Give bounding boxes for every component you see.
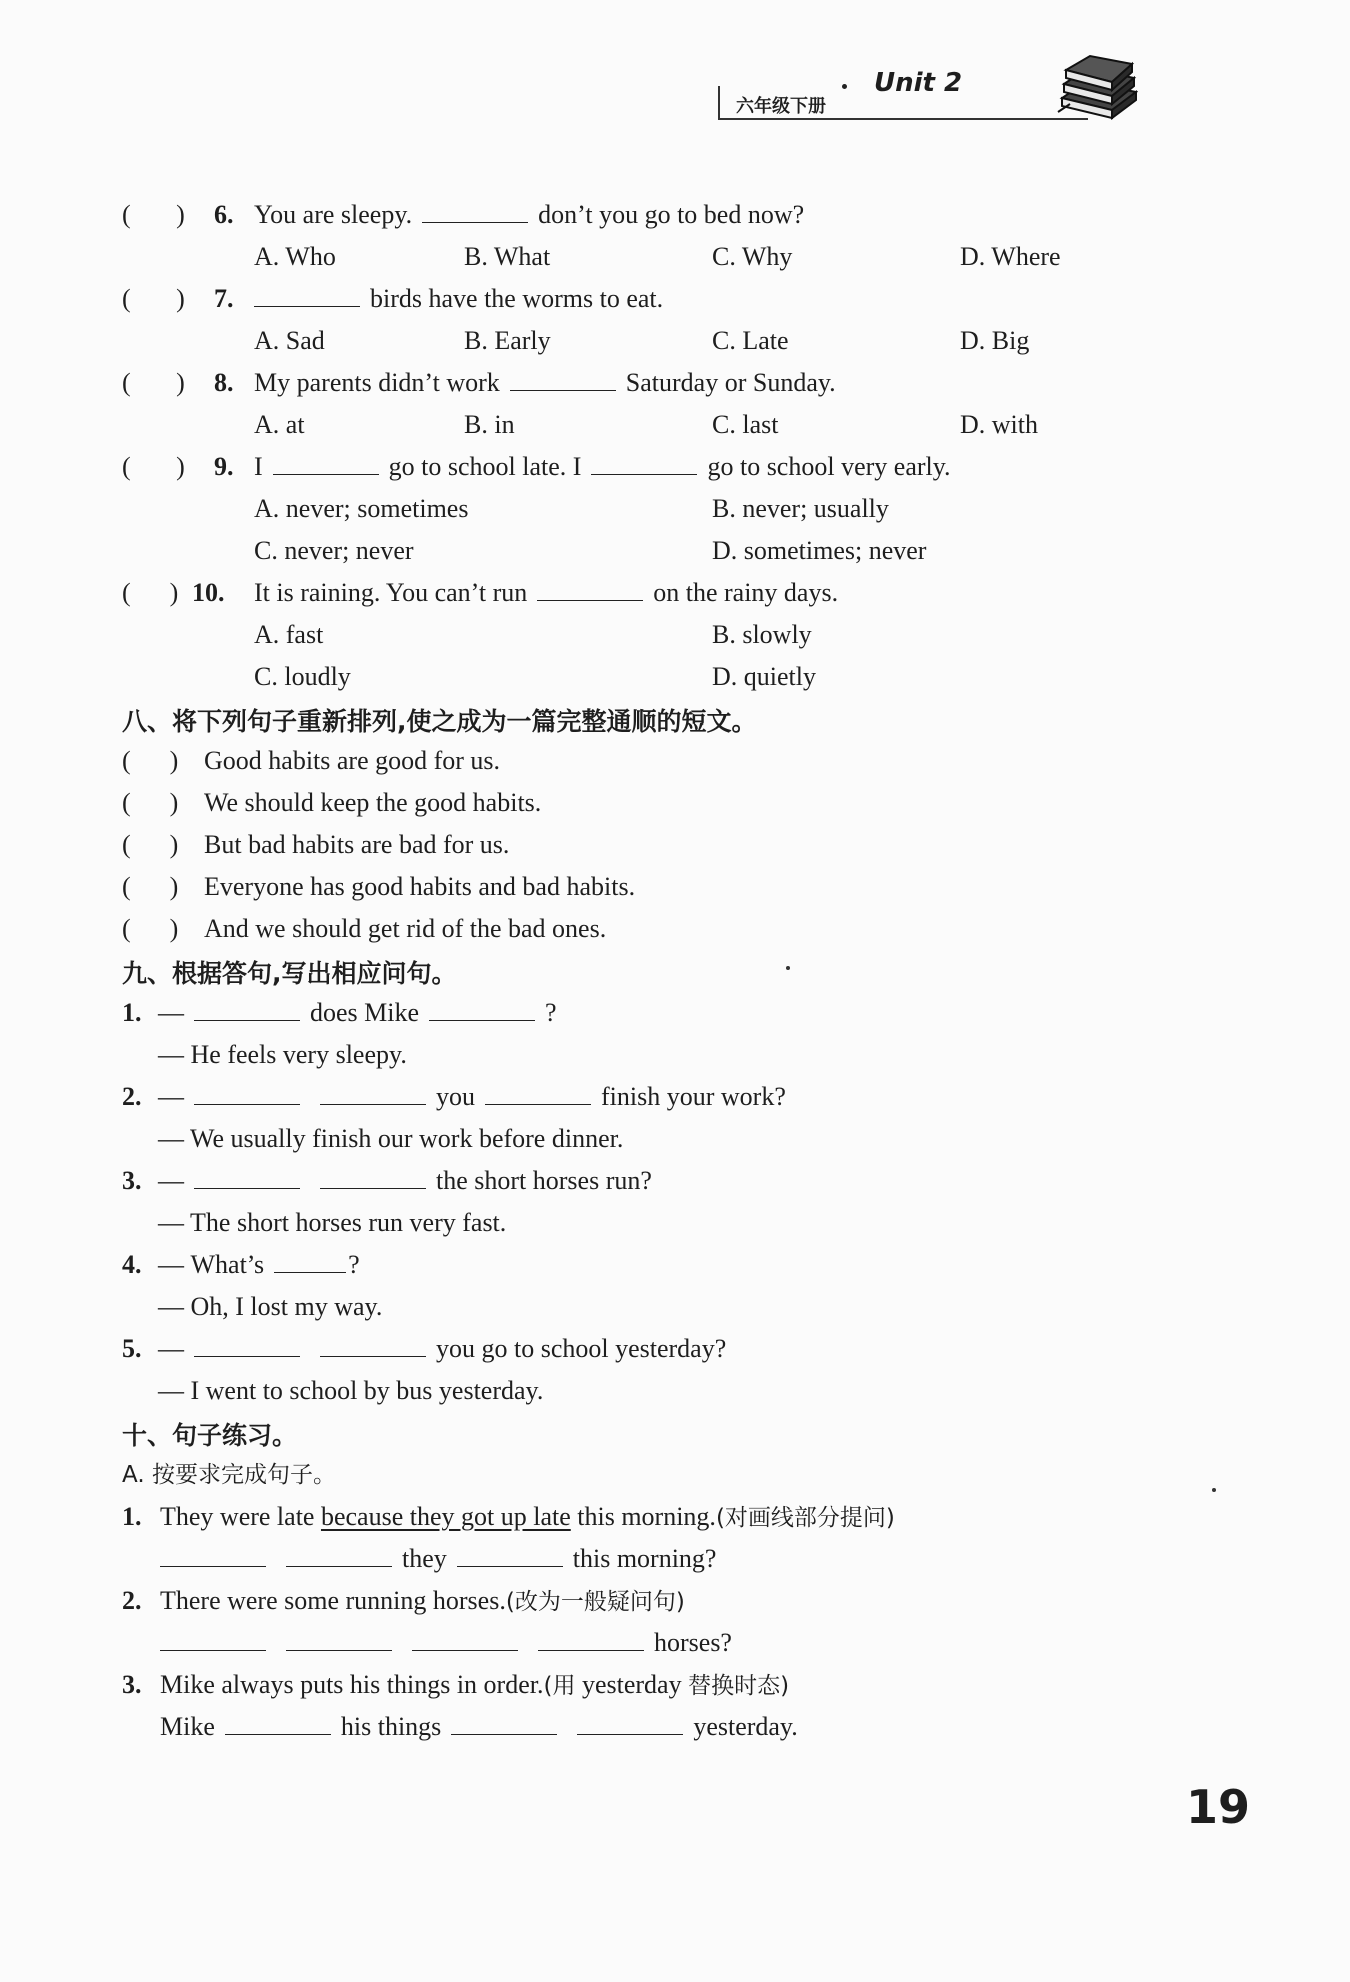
answer-text: they [402,1544,447,1573]
question-text: What’s [190,1250,265,1279]
option-a[interactable]: A. Sad [254,326,325,355]
answer-bracket[interactable]: ( ) [122,578,179,607]
blank[interactable] [320,1332,426,1357]
blank[interactable] [457,1542,563,1567]
blank[interactable] [320,1164,426,1189]
option-c[interactable]: C. Why [712,242,793,271]
option-d[interactable]: D. quietly [712,662,816,691]
option-b[interactable]: B. slowly [712,620,812,649]
option-c[interactable]: C. never; never [254,536,414,565]
answer-text: — The short horses run very fast. [158,1208,507,1237]
item-number: 3. [122,1166,142,1195]
stray-dot [1212,1488,1216,1492]
blank[interactable] [274,1248,346,1273]
question-text: on the rainy days. [653,578,839,607]
item-number: 2. [122,1082,142,1111]
instruction: (改为一般疑问句) [505,1589,685,1615]
question-text: ? [545,998,557,1027]
underlined-phrase: because they got up late [320,1502,571,1531]
answer-bracket[interactable]: ( ) [122,872,179,901]
option-c[interactable]: C. last [712,410,779,439]
blank[interactable] [451,1710,557,1735]
item-number: 5. [122,1334,142,1363]
unit-label: Unit 2 [874,68,963,98]
sentence-text: There were some running horses. [160,1586,506,1615]
item-number: 3. [122,1670,142,1699]
blank[interactable] [577,1710,683,1735]
question-number: 10. [192,578,225,607]
option-d[interactable]: D. sometimes; never [712,536,927,565]
answer-bracket[interactable]: ( ) [122,284,185,313]
option-b[interactable]: B. in [464,410,515,439]
answer-bracket[interactable]: ( ) [122,368,185,397]
question-text: don’t you go to bed now? [538,200,805,229]
option-d[interactable]: D. with [960,410,1038,439]
blank[interactable] [286,1542,392,1567]
blank[interactable] [273,450,379,475]
answer-bracket[interactable]: ( ) [122,830,179,859]
blank[interactable] [412,1626,518,1651]
sentence-text: Good habits are good for us. [204,746,501,775]
sentence-text: But bad habits are bad for us. [204,830,510,859]
blank[interactable] [422,198,528,223]
answer-bracket[interactable]: ( ) [122,452,185,481]
instruction: 替换时态) [688,1673,790,1699]
stray-dot [786,966,790,970]
dash: — [158,1334,184,1363]
subsection-title: A. 按要求完成句子。 [122,1462,336,1488]
question-text: you [436,1082,475,1111]
instruction: (用 [543,1673,576,1699]
question-text: go to school late. I [388,452,582,481]
dash: — [158,1166,184,1195]
sentence-text: They were late [160,1502,315,1531]
grade-label: 六年级下册 [718,86,848,120]
question-text: does Mike [310,998,420,1027]
header-rule [848,118,1088,120]
question-text: ? [348,1250,360,1279]
answer-text: Mike [160,1712,215,1741]
answer-text: horses? [654,1628,732,1657]
blank[interactable] [160,1626,266,1651]
blank[interactable] [537,576,643,601]
option-d[interactable]: D. Big [960,326,1030,355]
option-a[interactable]: A. never; sometimes [254,494,469,523]
question-text: You are sleepy. [254,200,413,229]
option-d[interactable]: D. Where [960,242,1061,271]
answer-text: his things [340,1712,442,1741]
question-number: 9. [214,452,234,481]
blank[interactable] [320,1080,426,1105]
blank[interactable] [510,366,616,391]
question-text: go to school very early. [707,452,951,481]
answer-text: this morning? [572,1544,717,1573]
sentence-text: Mike always puts his things in order. [160,1670,544,1699]
question-text: I [254,452,263,481]
answer-text: — He feels very sleepy. [158,1040,407,1069]
blank[interactable] [429,996,535,1021]
section-title-10: 十、句子练习。 [122,1421,298,1450]
answer-text: — We usually finish our work before dinner. [158,1124,624,1153]
question-text: Saturday or Sunday. [625,368,836,397]
section-title-9: 九、根据答句,写出相应问句。 [122,959,457,988]
question-text: the short horses run? [436,1166,652,1195]
question-text: It is raining. You can’t run [254,578,528,607]
page-number: 19 [1186,1780,1251,1834]
answer-text: yesterday. [693,1712,798,1741]
item-number: 1. [122,1502,142,1531]
dash: — [158,1250,184,1279]
answer-bracket[interactable]: ( ) [122,746,179,775]
dash: — [158,1082,184,1111]
blank[interactable] [194,1164,300,1189]
question-text: My parents didn’t work [254,368,500,397]
question-text: you go to school yesterday? [436,1334,727,1363]
item-number: 4. [122,1250,142,1279]
question-number: 8. [214,368,234,397]
option-b[interactable]: B. never; usually [712,494,889,523]
blank[interactable] [194,1332,300,1357]
option-b[interactable]: B. Early [464,326,551,355]
dash: — [158,998,184,1027]
books-icon [1056,52,1138,124]
sentence-text: Everyone has good habits and bad habits. [204,872,636,901]
instruction-word: yesterday [581,1670,682,1699]
option-c[interactable]: C. loudly [254,662,351,691]
question-number: 7. [214,284,234,313]
blank[interactable] [538,1626,644,1651]
option-a[interactable]: A. Who [254,242,336,271]
answer-text: — Oh, I lost my way. [158,1292,383,1321]
option-b[interactable]: B. What [464,242,551,271]
header-dot [842,84,847,89]
blank[interactable] [254,282,360,307]
answer-bracket[interactable]: ( ) [122,788,179,817]
section-title-8: 八、将下列句子重新排列,使之成为一篇完整通顺的短文。 [122,707,757,736]
blank[interactable] [194,1080,300,1105]
sentence-text: And we should get rid of the bad ones. [204,914,607,943]
blank[interactable] [225,1710,331,1735]
answer-text: — I went to school by bus yesterday. [158,1376,544,1405]
blank[interactable] [194,996,300,1021]
answer-bracket[interactable]: ( ) [122,200,185,229]
question-number: 6. [214,200,234,229]
question-text: birds have the worms to eat. [370,284,664,313]
option-a[interactable]: A. fast [254,620,324,649]
answer-bracket[interactable]: ( ) [122,914,179,943]
blank[interactable] [160,1542,266,1567]
item-number: 1. [122,998,142,1027]
item-number: 2. [122,1586,142,1615]
option-a[interactable]: A. at [254,410,305,439]
instruction: (对画线部分提问) [715,1505,895,1531]
blank[interactable] [591,450,697,475]
sentence-text: this morning. [577,1502,716,1531]
blank[interactable] [485,1080,591,1105]
blank[interactable] [286,1626,392,1651]
question-text: finish your work? [601,1082,786,1111]
sentence-text: We should keep the good habits. [204,788,542,817]
option-c[interactable]: C. Late [712,326,789,355]
